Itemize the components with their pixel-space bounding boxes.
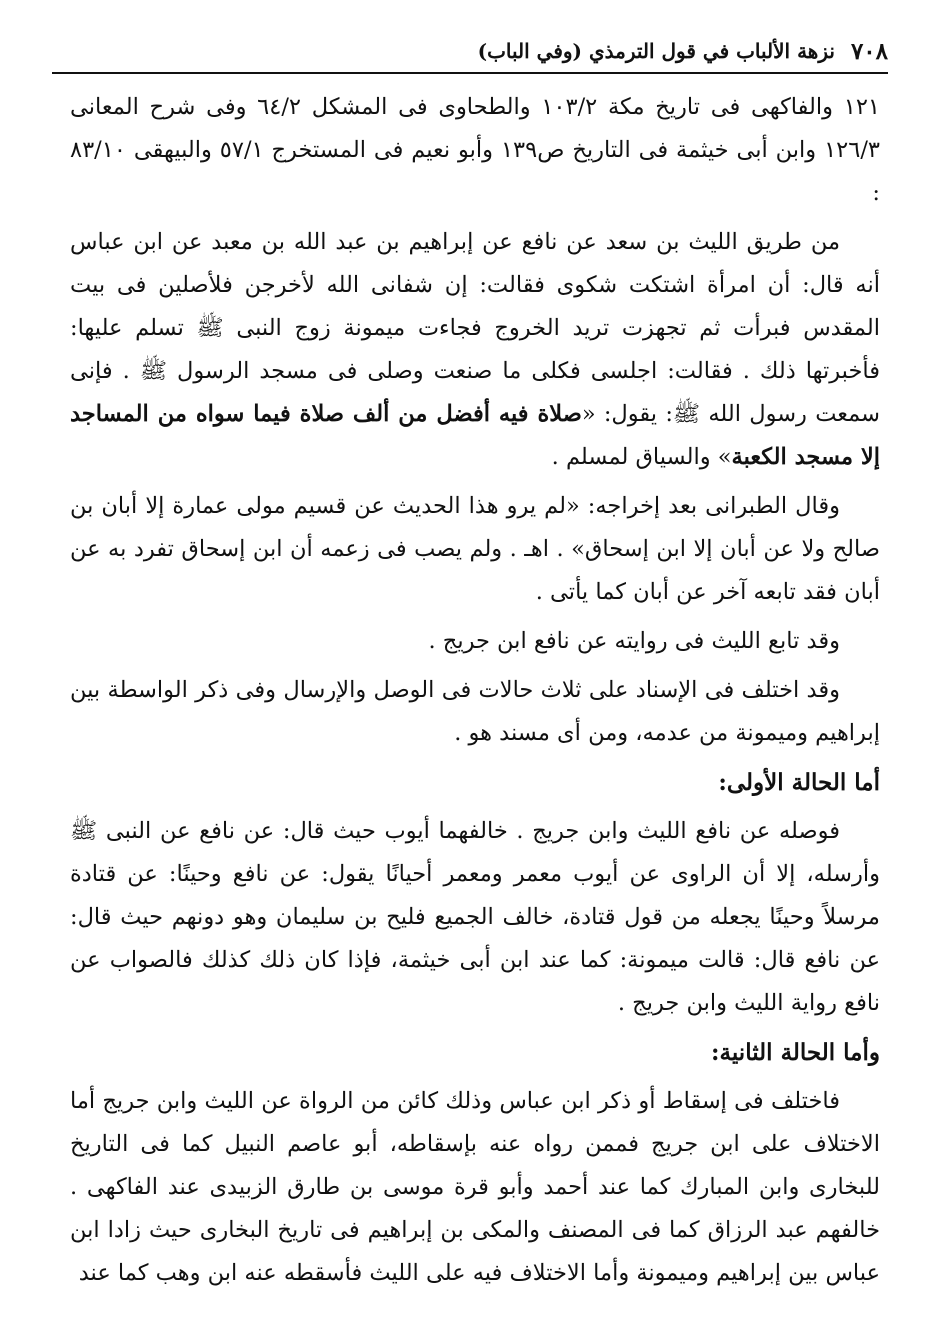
body-text xyxy=(70,86,880,1301)
hadith-matn: صلاة فيه أفضل من ألف صلاة فيما سواه من المساجد إلا مسجد الكعبة xyxy=(70,401,880,470)
hadith-paragraph xyxy=(70,221,880,479)
running-header xyxy=(52,34,888,74)
hadith-source-note: » والسياق لمسلم . xyxy=(551,444,732,470)
hadith-chain-text: من طريق الليث بن سعد عن نافع عن إبراهيم بن عبد الله بن معبد عن ابن عباس أنه قال: أن امرأة اشتكت شكوى فقالت: إن شفانى الله لأخرجن فلأصلين فى بيت المقدس فبرأت ثم تجهزت تريد الخروج فجاءت ميمونة زوج النبى ﷺ تسلم عليها: فأخبرتها ذلك . فقالت: اجلسى فكلى ما صنعت وصلى فى مسجد الرسول ﷺ . فإنى سمعت رسول الله ﷺ: يقول: « xyxy=(70,229,880,427)
follow-up-paragraph: وقد تابع الليث فى روايته عن نافع ابن جريج . xyxy=(428,628,840,654)
running-title: نزهة الألباب في قول الترمذي (وفي الباب) xyxy=(477,39,835,63)
section-heading-first: أما الحالة الأولى: xyxy=(718,769,880,796)
page-number: ٧٠٨ xyxy=(850,37,888,65)
section-heading-second: وأما الحالة الثانية: xyxy=(711,1039,880,1066)
first-case-paragraph: فوصله عن نافع الليث وابن جريج . خالفهما أيوب حيث قال: عن نافع عن النبى ﷺ وأرسله، إلا أن الراوى عن أيوب معمر ومعمر أحيانًا يقول: عن نافع وحينًا: عن قتادة مرسلاً وحينًا يجعله من قول قتادة، خالف الجميع فليح بن سليمان وهو دونهم حيث قال: عن نافع قال: قالت ميمونة: كما عند ابن أبى خيثمة، فإذا كان ذلك كذلك فالصواب عن نافع رواية الليث وابن جريج . xyxy=(70,818,880,1016)
isnad-variation-paragraph: وقد اختلف فى الإسناد على ثلاث حالات فى الوصل والإرسال وفى ذكر الواسطة بين إبراهيم وميمونة من عدمه، ومن أى مسند هو . xyxy=(70,677,880,746)
tabarani-paragraph: وقال الطبرانى بعد إخراجه: «لم يرو هذا الحديث عن قسيم مولى عمارة إلا أبان بن صالح ولا عن أبان إلا ابن إسحاق» . اهـ . ولم يصب فى زعمه أن ابن إسحاق تفرد به عن أبان فقد تابعه آخر عن أبان كما يأتى . xyxy=(70,493,880,605)
reference-paragraph: ١٢١ والفاكهى فى تاريخ مكة ١٠٣/٢ والطحاوى فى المشكل ٦٤/٢ وفى شرح المعانى ١٢٦/٣ وابن أبى خيثمة فى التاريخ ص١٣٩ وأبو نعيم فى المستخرج ٥٧/١ والبيهقى ٨٣/١٠ : xyxy=(70,94,880,206)
second-case-paragraph: فاختلف فى إسقاط أو ذكر ابن عباس وذلك كائن من الرواة عن الليث وابن جريج أما الاختلاف على ابن جريج فممن رواه عنه بإسقاطه، أبو عاصم النبيل كما فى التاريخ للبخارى وابن المبارك كما عند أحمد وأبو قرة موسى بن طارق الزبيدى عند الفاكهى . خالفهم عبد الرزاق كما فى المصنف والمكى بن إبراهيم فى تاريخ البخارى حيث زادا ابن عباس بين إبراهيم وميمونة وأما الاختلاف فيه على الليث فأسقطه عنه ابن وهب كما عند xyxy=(70,1088,880,1286)
